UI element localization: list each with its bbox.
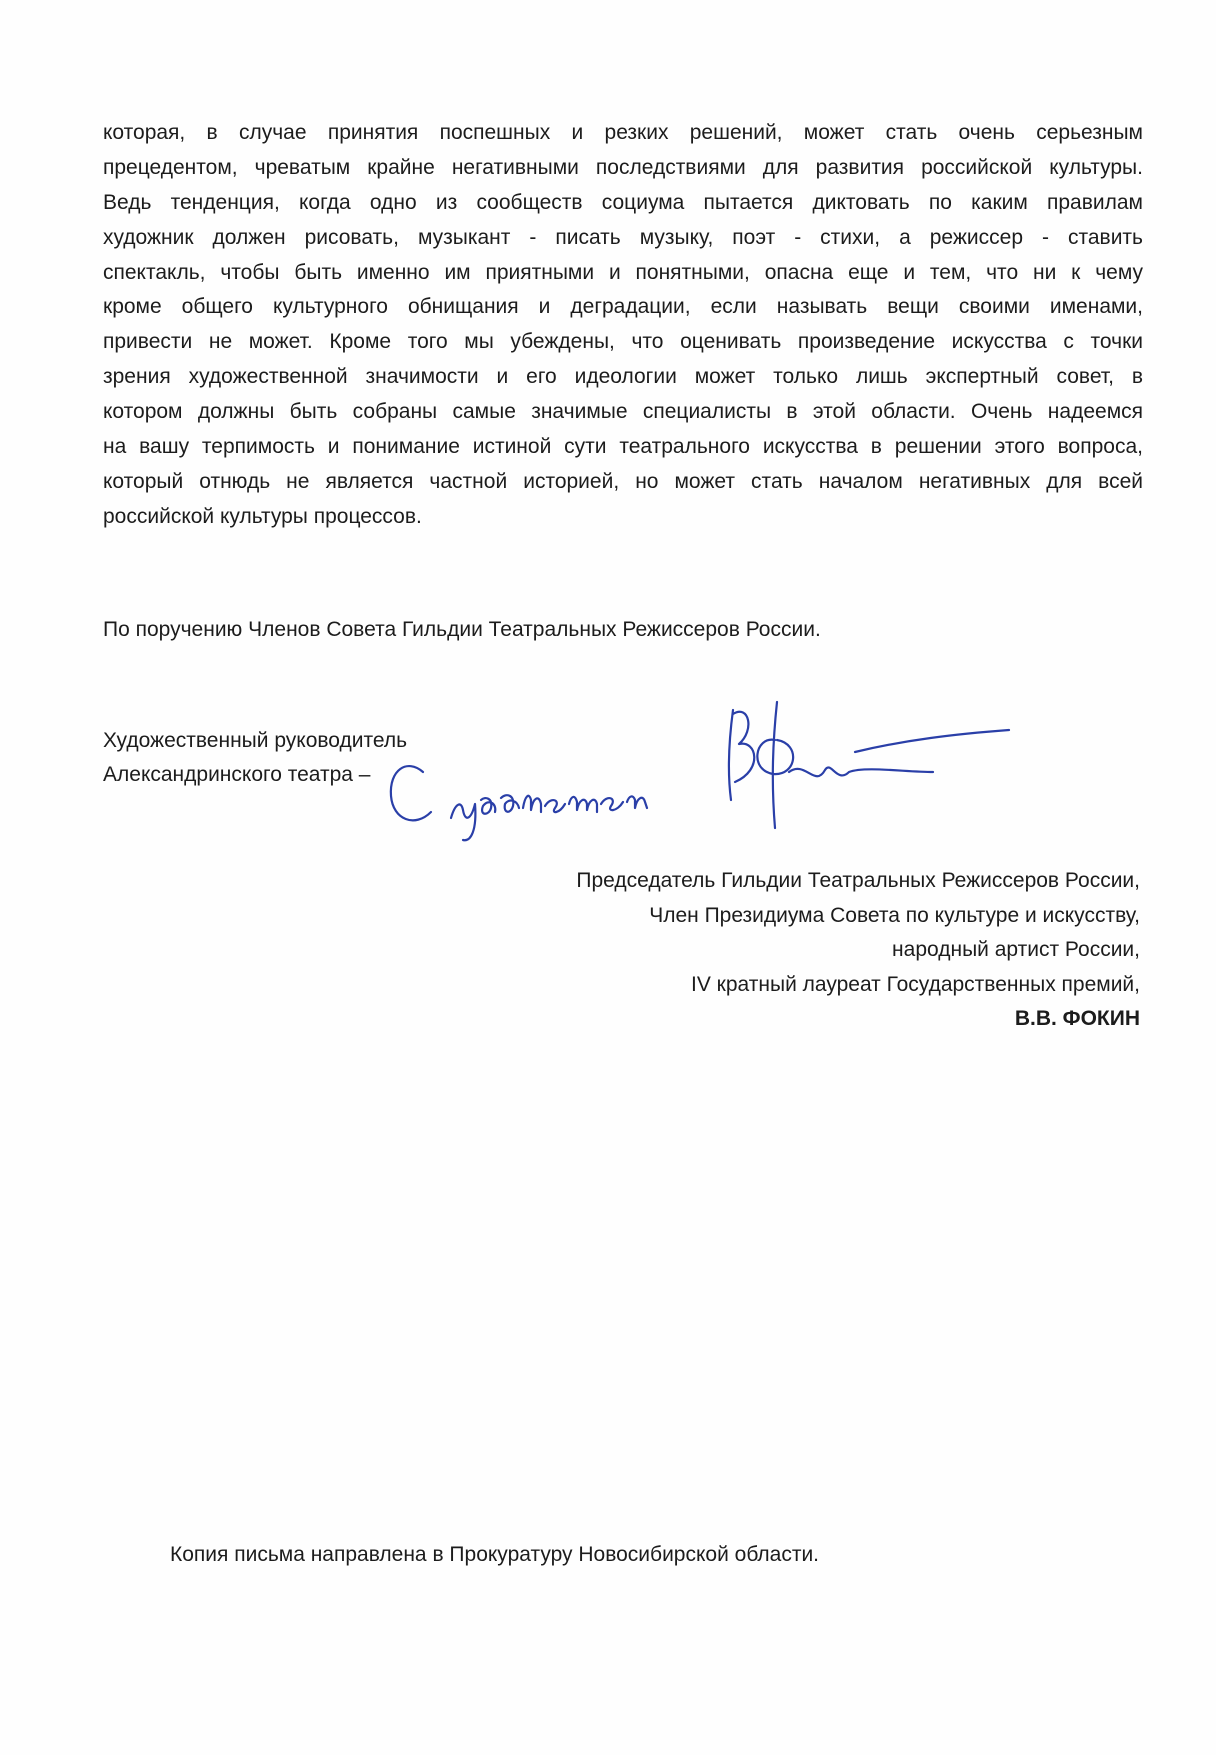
- body-line: которая, в случае принятия поспешных и резких решений, может стать очень серьезным: [103, 121, 1143, 144]
- body-line: кроме общего культурного обнищания и деградации, если называть вещи своими именами,: [103, 295, 1143, 319]
- role-line-1: Художественный руководитель: [103, 729, 408, 752]
- assignment-statement: По поручению Членов Совета Гильдии Театральных Режиссеров России.: [103, 618, 821, 641]
- body-line: Ведь тенденция, когда одно из сообществ социума пытается диктовать по каким правилам: [103, 190, 1143, 214]
- letter-body: [103, 116, 1143, 535]
- signatory-role: [103, 724, 407, 792]
- signatory-titles: [576, 864, 1140, 1037]
- signatory-name: В.В. ФОКИН: [1014, 1007, 1140, 1030]
- handwritten-signature: [385, 700, 1025, 850]
- title-line: Председатель Гильдии Театральных Режиссеров России,: [576, 869, 1140, 892]
- body-line: котором должны быть собраны самые значимые специалисты в этой области. Очень надеемся: [103, 400, 1143, 424]
- role-line-2: Александринского театра –: [103, 763, 371, 786]
- body-line: привести не может. Кроме того мы убеждены, что оценивать произведение искусства с точки: [103, 330, 1143, 354]
- title-line: Член Президиума Совета по культуре и искусству,: [649, 903, 1140, 927]
- body-line: прецедентом, чреватым крайне негативными последствиями для развития российской культуры.: [103, 155, 1143, 179]
- body-line: зрения художественной значимости и его идеологии может только лишь экспертный совет, в: [103, 365, 1143, 389]
- body-line: российской культуры процессов.: [103, 504, 422, 528]
- body-line: художник должен рисовать, музыкант - писать музыку, поэт - стихи, а режиссер - ставить: [103, 225, 1143, 249]
- copy-note: Копия письма направлена в Прокуратуру Новосибирской области.: [170, 1543, 820, 1566]
- body-line: на вашу терпимость и понимание истиной сути театрального искусства в решении этого вопроса,: [103, 435, 1143, 459]
- body-line: спектакль, чтобы быть именно им приятными и понятными, опасна еще и тем, что ни к чему: [103, 260, 1143, 284]
- body-line: который отнюдь не является частной историей, но может стать началом негативных для всей: [103, 469, 1143, 493]
- title-line: IV кратный лауреат Государственных премий,: [691, 972, 1140, 996]
- title-line: народный артист России,: [892, 938, 1140, 961]
